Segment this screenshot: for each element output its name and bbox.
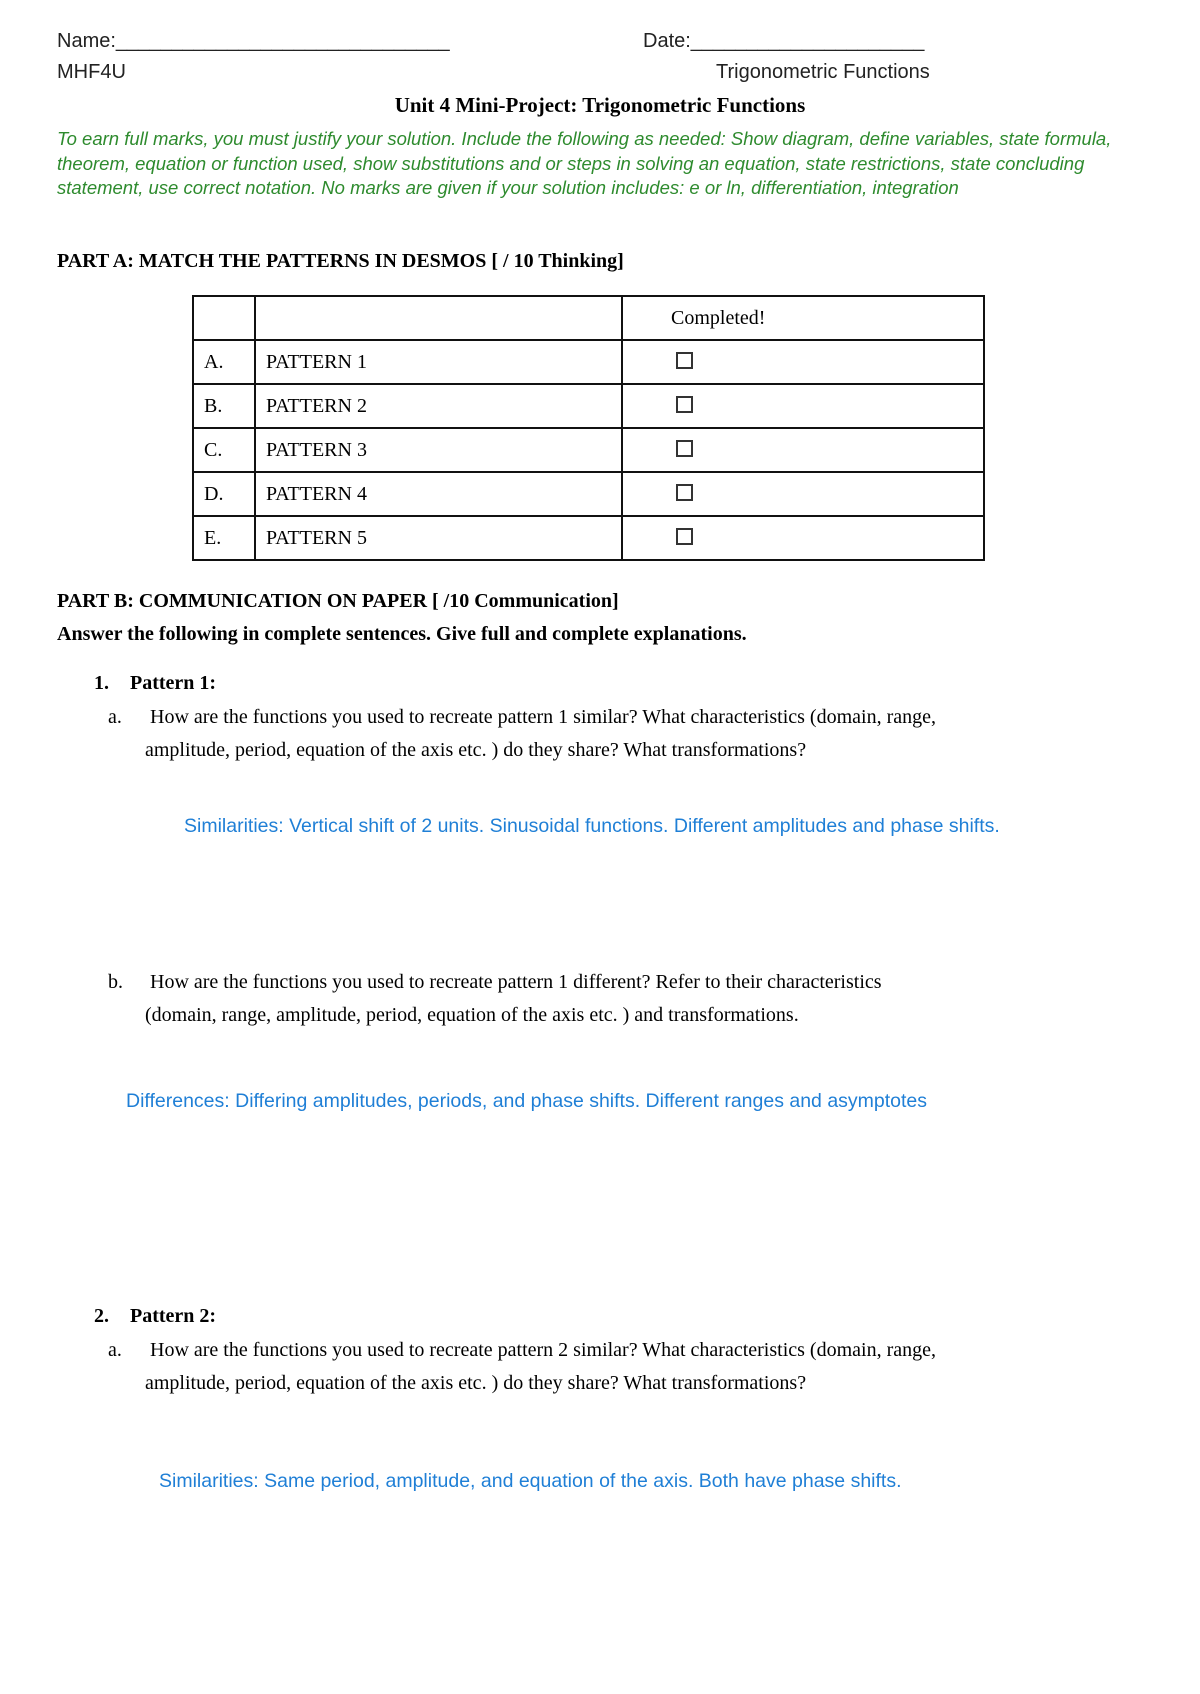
row-letter: D. xyxy=(193,472,255,516)
name-field-label: Name:______________________________ xyxy=(57,30,450,52)
unit-topic: Trigonometric Functions xyxy=(716,61,930,83)
table-cell-empty xyxy=(255,296,622,340)
part-b-subheading: Answer the following in complete sentences. Give full and complete explanations. xyxy=(57,623,747,645)
table-row xyxy=(193,472,984,516)
table-header-row xyxy=(193,296,984,340)
row-letter: C. xyxy=(193,428,255,472)
completed-header: Completed! xyxy=(622,296,984,340)
question-1a-text: How are the functions you used to recreate pattern 1 similar? What characteristics (domain, range, xyxy=(150,706,936,728)
checkbox-pattern-2[interactable] xyxy=(676,396,693,413)
question-1b-text-cont: (domain, range, amplitude, period, equation of the axis etc. ) and transformations. xyxy=(145,1004,799,1026)
answer-1b: Differences: Differing amplitudes, periods, and phase shifts. Different ranges and asymptotes xyxy=(126,1090,928,1112)
date-field-label: Date:_____________________ xyxy=(643,30,925,52)
question-1-number: 1. xyxy=(94,672,109,694)
completed-cell xyxy=(622,384,984,428)
question-2-title: Pattern 2: xyxy=(130,1305,217,1327)
checkbox-pattern-3[interactable] xyxy=(676,440,693,457)
completed-cell xyxy=(622,472,984,516)
question-1b-label: b. xyxy=(108,971,123,993)
row-pattern: PATTERN 4 xyxy=(255,472,622,516)
row-letter: A. xyxy=(193,340,255,384)
table-cell-empty xyxy=(193,296,255,340)
completed-cell xyxy=(622,428,984,472)
part-a-heading: PART A: MATCH THE PATTERNS IN DESMOS [ / 10 Thinking] xyxy=(57,250,624,272)
table-row xyxy=(193,516,984,560)
question-2a-text-cont: amplitude, period, equation of the axis etc. ) do they share? What transformations? xyxy=(145,1372,807,1394)
question-2-number: 2. xyxy=(94,1305,109,1327)
part-b-heading: PART B: COMMUNICATION ON PAPER [ /10 Communication] xyxy=(57,590,619,612)
question-1a-label: a. xyxy=(108,706,122,728)
row-pattern: PATTERN 3 xyxy=(255,428,622,472)
completed-cell xyxy=(622,340,984,384)
row-letter: E. xyxy=(193,516,255,560)
row-pattern: PATTERN 2 xyxy=(255,384,622,428)
question-1a-text-cont: amplitude, period, equation of the axis etc. ) do they share? What transformations? xyxy=(145,739,807,761)
row-pattern: PATTERN 1 xyxy=(255,340,622,384)
page-title: Unit 4 Mini-Project: Trigonometric Functions xyxy=(394,93,806,117)
answer-1a: Similarities: Vertical shift of 2 units. Sinusoidal functions. Different amplitudes and phase shifts. xyxy=(184,815,1000,837)
instructions-text: To earn full marks, you must justify your solution. Include the following as needed: Show diagram, define variables, state formula, theorem, equation or function used, show substitutions and or steps in solving an equation, state restrictions, state concluding statement, use correct notation. No marks are given if your solution includes: e or ln, differentiation, integration xyxy=(57,128,1112,198)
row-letter: B. xyxy=(193,384,255,428)
row-pattern: PATTERN 5 xyxy=(255,516,622,560)
course-code: MHF4U xyxy=(57,61,126,83)
patterns-table xyxy=(192,295,985,561)
checkbox-pattern-5[interactable] xyxy=(676,528,693,545)
question-1-title: Pattern 1: xyxy=(130,672,217,694)
answer-2a: Similarities: Same period, amplitude, and equation of the axis. Both have phase shifts. xyxy=(159,1470,902,1492)
table-row xyxy=(193,428,984,472)
checkbox-pattern-4[interactable] xyxy=(676,484,693,501)
table-row xyxy=(193,384,984,428)
table-row xyxy=(193,340,984,384)
question-2a-label: a. xyxy=(108,1339,122,1361)
completed-cell xyxy=(622,516,984,560)
question-2a-text: How are the functions you used to recreate pattern 2 similar? What characteristics (domain, range, xyxy=(150,1339,936,1361)
checkbox-pattern-1[interactable] xyxy=(676,352,693,369)
question-1b-text: How are the functions you used to recreate pattern 1 different? Refer to their characteristics xyxy=(150,971,882,993)
